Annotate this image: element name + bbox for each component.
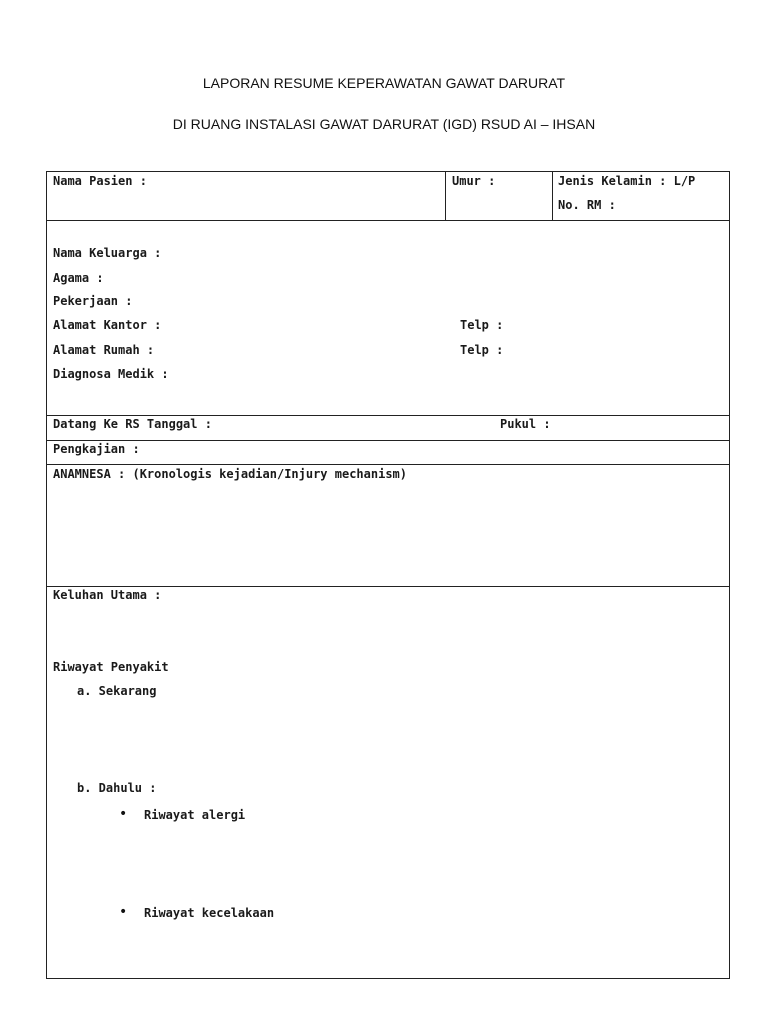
bullet-icon: • (119, 904, 128, 920)
umur-label: Umur : (452, 174, 496, 188)
riwayat-alergi-label: Riwayat alergi (144, 808, 246, 822)
form-frame (46, 171, 730, 979)
pengkajian-label: Pengkajian : (53, 442, 140, 456)
form-subtitle: DI RUANG INSTALASI GAWAT DARURAT (IGD) RSUD AI – IHSAN (172, 116, 596, 132)
alamat-kantor-label: Alamat Kantor : (53, 318, 162, 332)
keluhan-utama-label: Keluhan Utama : (53, 588, 162, 602)
alamat-rumah-label: Alamat Rumah : (53, 343, 155, 357)
form-title: LAPORAN RESUME KEPERAWATAN GAWAT DARURAT (202, 75, 566, 91)
arrival-row-bottom (46, 440, 730, 441)
telp-kantor-label: Telp : (460, 318, 504, 332)
pekerjaan-label: Pekerjaan : (53, 294, 133, 308)
jenis-kelamin-label: Jenis Kelamin : L/P (558, 174, 696, 188)
pukul-label: Pukul : (500, 417, 551, 431)
identity-row-bottom (46, 220, 730, 221)
pengkajian-row-bottom (46, 464, 730, 465)
anamnesa-label: ANAMNESA : (Kronologis kejadian/Injury mechanism) (53, 467, 408, 481)
datang-tanggal-label: Datang Ke RS Tanggal : (53, 417, 212, 431)
diagnosa-medik-label: Diagnosa Medik : (53, 367, 169, 381)
telp-rumah-label: Telp : (460, 343, 504, 357)
bullet-icon: • (119, 806, 128, 822)
family-row-bottom (46, 415, 730, 416)
riwayat-penyakit-label: Riwayat Penyakit (53, 660, 169, 674)
riwayat-dahulu-label: b. Dahulu : (77, 781, 157, 795)
riwayat-sekarang-label: a. Sekarang (77, 684, 157, 698)
agama-label: Agama : (53, 271, 104, 285)
identity-divider-1 (445, 171, 446, 221)
no-rm-label: No. RM : (558, 198, 616, 212)
identity-divider-2 (552, 171, 553, 221)
nama-keluarga-label: Nama Keluarga : (53, 246, 162, 260)
anamnesa-row-bottom (46, 586, 730, 587)
nama-pasien-label: Nama Pasien : (53, 174, 147, 188)
riwayat-kecelakaan-label: Riwayat kecelakaan (144, 906, 275, 920)
